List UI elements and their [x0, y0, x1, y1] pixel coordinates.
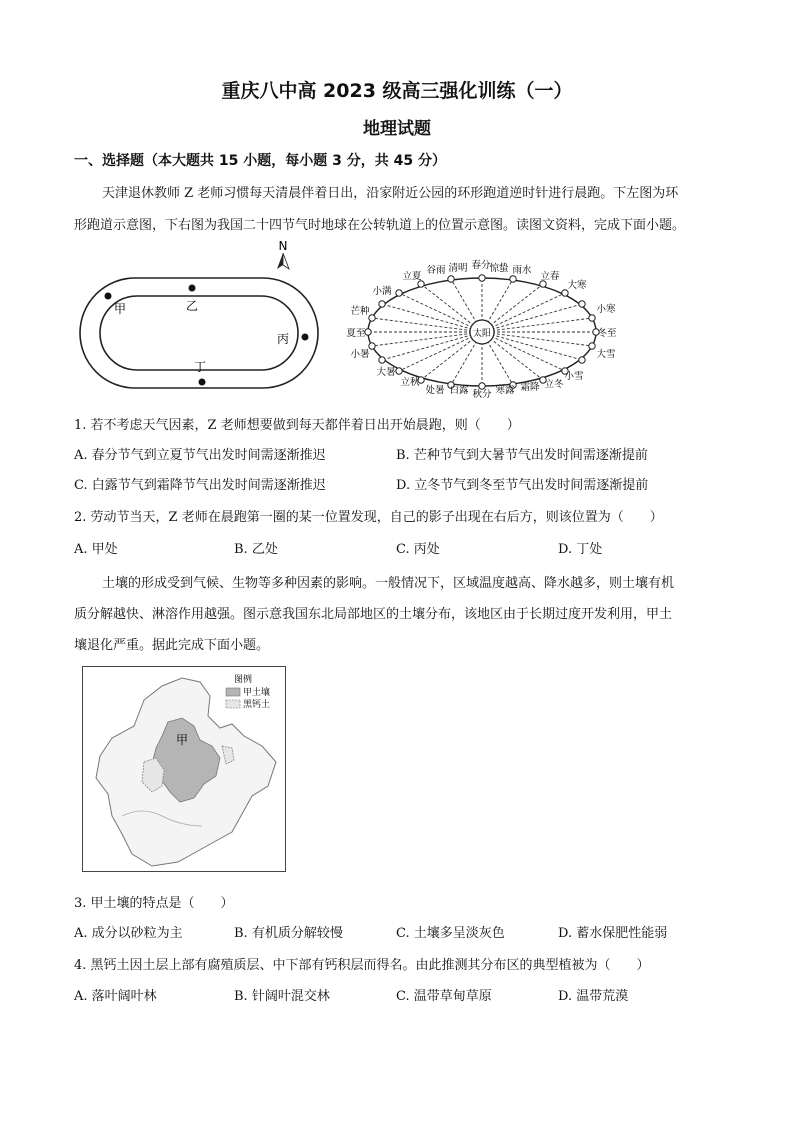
q4-option-c: C. 温带草甸草原 — [396, 989, 492, 1004]
map-label-jia: 甲 — [176, 733, 189, 747]
term-xiaohan: 小寒 — [596, 304, 616, 315]
passage1-line1: 天津退休教师 Z 老师习惯每天清晨伴着日出，沿家附近公园的环形跑道逆时针进行晨跑。下左图为环 — [102, 186, 679, 201]
term-guyu: 谷雨 — [426, 265, 446, 276]
orbit-diagram — [342, 256, 634, 402]
term-shuangjiang: 霜降 — [520, 382, 540, 393]
term-qingming: 清明 — [448, 263, 468, 274]
q1-option-b: B. 芒种节气到大暑节气出发时间需逐渐提前 — [396, 448, 648, 463]
term-lichun: 立春 — [540, 271, 560, 282]
q2-option-d: D. 丁处 — [558, 542, 603, 557]
legend-black-label: 黑钙土 — [243, 700, 271, 710]
term-yushui: 雨水 — [512, 265, 532, 276]
passage2-line1: 土壤的形成受到气候、生物等多种因素的影响。一般情况下，区域温度越高、降水越多，则土壤有机 — [102, 576, 675, 591]
q4-option-d: D. 温带荒漠 — [558, 989, 629, 1004]
q1-option-d: D. 立冬节气到冬至节气出发时间需逐渐提前 — [396, 478, 649, 493]
term-qiufen: 秋分 — [472, 389, 492, 400]
term-xiaoman: 小满 — [372, 286, 392, 297]
point-ding — [199, 379, 206, 386]
q2-option-b: B. 乙处 — [234, 542, 278, 557]
q2-option-c: C. 丙处 — [396, 542, 440, 557]
q3-option-c: C. 土壤多呈淡灰色 — [396, 926, 505, 941]
sun-label: 太阳 — [472, 329, 492, 339]
legend-jia-label: 甲土壤 — [243, 688, 271, 698]
label-yi: 乙 — [186, 299, 199, 313]
section-heading: 一、选择题（本大题共 15 小题，每小题 3 分，共 45 分） — [74, 153, 446, 169]
term-xiaoxue: 小雪 — [564, 371, 584, 382]
north-arrow-icon — [277, 239, 289, 269]
term-chunfen: 春分 — [471, 260, 491, 271]
label-jia: 甲 — [114, 302, 127, 316]
label-ding: 丁 — [194, 360, 207, 374]
term-liqiu: 立秋 — [400, 377, 420, 388]
q3-stem: 3. 甲土壤的特点是（ ） — [74, 896, 234, 911]
legend-black-swatch — [226, 700, 240, 708]
north-label: N — [278, 239, 288, 253]
point-jia — [105, 293, 112, 300]
passage2-line2: 质分解越快、淋溶作用越强。图示意我国东北局部地区的土壤分布，该地区由于长期过度开发利用，甲土 — [74, 607, 673, 622]
q2-option-a: A. 甲处 — [74, 542, 118, 557]
passage1-line2: 形跑道示意图，下右图为我国二十四节气时地球在公转轨道上的位置示意图。读图文资料，完成下面小题。 — [74, 218, 686, 233]
soil-map — [82, 666, 286, 872]
q3-option-b: B. 有机质分解较慢 — [234, 926, 343, 941]
term-mangzhong: 芒种 — [350, 306, 370, 317]
page-subtitle: 地理试题 — [363, 119, 431, 139]
page-title: 重庆八中高 2023 级高三强化训练（一） — [221, 80, 573, 102]
q1-stem: 1. 若不考虑天气因素，Z 老师想要做到每天都伴着日出开始晨跑，则（ ） — [74, 418, 520, 433]
q1-option-c: C. 白露节气到霜降节气出发时间需逐渐推迟 — [74, 478, 326, 493]
term-dahan: 大寒 — [567, 280, 587, 291]
term-bailu: 白露 — [449, 385, 469, 396]
term-chushu: 处暑 — [425, 385, 445, 396]
term-dongzhi: 冬至 — [597, 328, 617, 339]
q4-stem: 4. 黑钙土因土层上部有腐殖质层、中下部有钙积层而得名。由此推测其分布区的典型植被为（ ） — [74, 958, 650, 973]
point-yi — [189, 285, 196, 292]
term-lidong: 立冬 — [544, 379, 564, 390]
track-diagram — [70, 236, 330, 396]
term-lixia: 立夏 — [402, 271, 422, 282]
term-dashu: 大暑 — [376, 367, 396, 378]
term-jingzhe: 惊蛰 — [489, 263, 509, 274]
q3-option-a: A. 成分以砂粒为主 — [74, 926, 183, 941]
q3-option-d: D. 蓄水保肥性能弱 — [558, 926, 668, 941]
label-bing: 丙 — [277, 332, 290, 346]
track-inner — [100, 296, 298, 370]
term-daxue: 大雪 — [596, 349, 616, 360]
point-bing — [302, 334, 309, 341]
passage2-line3: 壤退化严重。据此完成下面小题。 — [74, 638, 270, 653]
term-xiaoshu: 小暑 — [350, 349, 370, 360]
q4-option-b: B. 针阔叶混交林 — [234, 989, 330, 1004]
legend-jia-swatch — [226, 688, 240, 696]
q1-option-a: A. 春分节气到立夏节气出发时间需逐渐推迟 — [74, 448, 326, 463]
term-xiazhi: 夏至 — [346, 328, 366, 339]
q4-option-a: A. 落叶阔叶林 — [74, 989, 157, 1004]
legend-title: 图例 — [234, 675, 253, 685]
term-hanlu: 寒露 — [495, 385, 515, 396]
q2-stem: 2. 劳动节当天，Z 老师在晨跑第一圈的某一位置发现，自己的影子出现在右后方，则该位置为（ ） — [74, 510, 663, 525]
